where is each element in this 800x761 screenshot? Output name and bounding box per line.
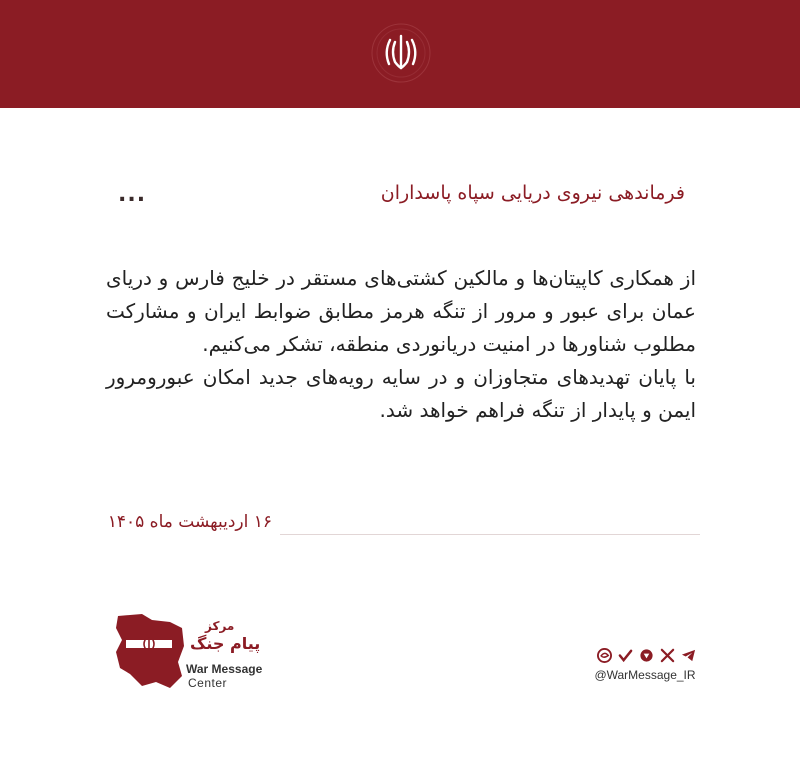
- post-date: ۱۶ اردیبهشت ماه ۱۴۰۵: [107, 512, 272, 532]
- eitaa-icon[interactable]: [597, 648, 612, 663]
- logo-title-small: مرکز: [205, 619, 235, 633]
- header-band: [0, 0, 800, 108]
- body-paragraph-1: از همکاری کاپیتان‌ها و مالکین کشتی‌های مستقر در خلیج فارس و دریای عمان برای عبور و مرور از تنگه هرمز مطابق ضوابط ایران و مشارکت مطلوب شناورها در امنیت دریانوردی منطقه، تشکر می‌کنیم.: [106, 266, 696, 356]
- date-divider: [280, 534, 700, 535]
- check-icon[interactable]: [618, 648, 633, 663]
- iran-map-logo-icon: [112, 612, 188, 692]
- post-body: [106, 262, 696, 427]
- logo-title-big: پیام جنگ: [190, 634, 261, 653]
- social-icons: [596, 645, 696, 665]
- telegram-icon[interactable]: [681, 648, 696, 663]
- iran-emblem-icon: [370, 22, 432, 84]
- logo-english-line2: Center: [188, 676, 228, 690]
- body-paragraph-2: با پایان تهدیدهای متجاوزان و در سایه رویه‌های جدید امکان عبورومرور ایمن و پایدار از تنگه فراهم خواهد شد.: [106, 365, 696, 422]
- rubika-icon[interactable]: [639, 648, 654, 663]
- social-handle[interactable]: @WarMessage_IR: [594, 668, 696, 682]
- post-heading: فرماندهی نیروی دریایی سپاه پاسداران: [380, 182, 685, 204]
- logo-english-line1: War Message: [186, 662, 263, 676]
- x-icon[interactable]: [660, 648, 675, 663]
- more-ellipsis[interactable]: ...: [118, 182, 147, 207]
